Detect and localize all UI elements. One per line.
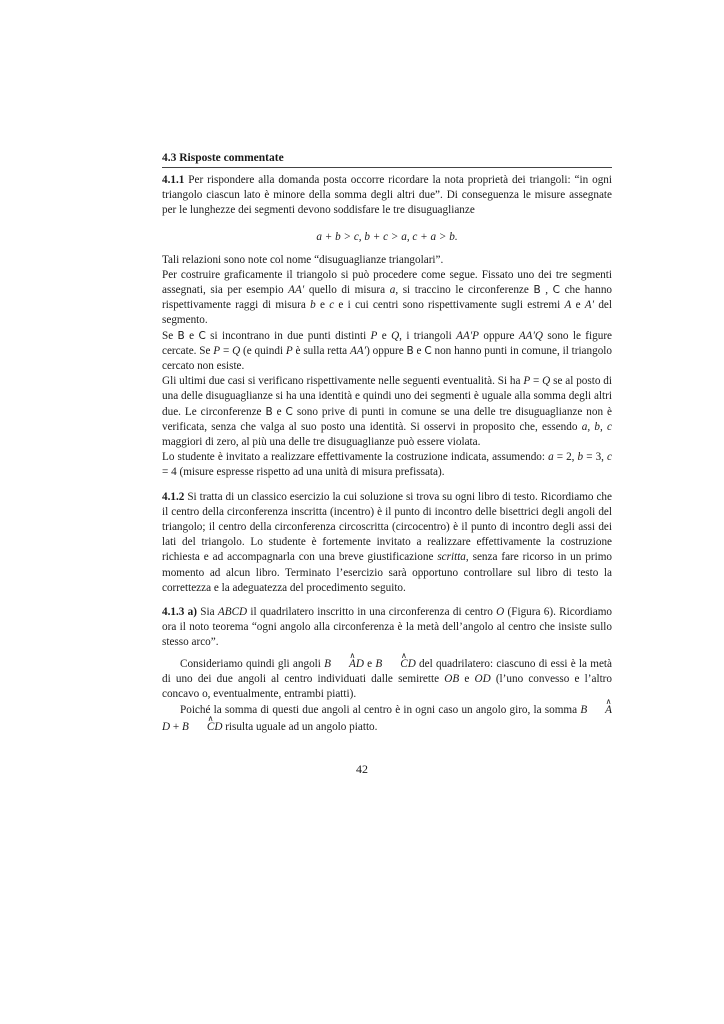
page-content [162, 152, 612, 736]
paragraph-4-1-3-p2: Consideriamo quindi gli angoli B∧ AD e B∧ CD del quadrilatero: ciascuno di essi è la metà di uno dei due angoli al centro individuati dalle semirette OB e OD (l’uno convesso e l’altro concavo o, eventualmente, entrambi piatti). [162, 657, 612, 703]
paragraph-4-1-1-p4: Gli ultimi due casi si verificano rispettivamente nelle seguenti eventualità. Si ha P = Q se al posto di una delle disuguaglianze si ha una identità e quindi uno dei segmenti è uguale alla somma degli altri due. Le circonferenze B e C sono prive di punti in comune se una delle tre disuguaglianze non è verificata, senza che valga al suo posto una identità. Si osservi in proposito che, essendo a, b, c maggiori di zero, al più una delle tre disuguaglianze può essere violata. [162, 375, 613, 449]
section-title: 4.3 Risposte commentate [162, 152, 612, 168]
page-number: 42 [356, 762, 368, 776]
paragraph-4-1-1-p3: Se B e C si incontrano in due punti distinti P e Q, i triangoli AA′P oppure AA′Q sono le figure cercate. Se P = Q (e quindi P è sulla retta AA′) oppure B e C non hanno punti in comune, il triangolo cercato non esiste. [162, 329, 613, 373]
triangle-inequalities: a + b > c, b + c > a, c + a > b. [316, 230, 458, 243]
section-number-4-1-3: 4.1.3 a) [162, 606, 197, 619]
paragraph-4-1-1-p2: Per costruire graficamente il triangolo si può procedere come segue. Fissato uno dei tre segmenti assegnati, sia per esempio AA′ quello di misura a, si traccino le circonferenze B , C che hanno rispettivamente raggi di misura b e c e i cui centri sono rispettivamente sugli estremi A e A′ del segmento. [162, 268, 613, 327]
paragraph-4-1-3-p3: Poiché la somma di questi due angoli al centro è in ogni caso un angolo giro, la somma B∧ AD + B∧ CD risulta uguale ad un angolo piatto. [162, 702, 612, 736]
paragraph-4-1-1-p5: Lo studente è invitato a realizzare effettivamente la costruzione indicata, assumendo: a = 2, b = 3, c = 4 (misure espresse rispetto ad una unità di misura prefissata). [162, 451, 612, 479]
paragraph-4-1-1-p1: Tali relazioni sono note col nome “disuguaglianze triangolari”. [162, 253, 444, 266]
section-number-4-1-2: 4.1.2 [162, 490, 185, 503]
section-number-4-1-1: 4.1.1 [162, 174, 185, 186]
paragraph-4-1-2: 4.1.2 Si tratta di un classico esercizio la cui soluzione si trova su ogni libro di testo. Ricordiamo che il centro della circonferenza inscritta (incentro) è il punto di incontro delle bisettrici degli angoli del triangolo; il centro della circonferenza circoscritta (circocentro) è il punto di incontro degli assi dei lati del triangolo. Lo studente è fortemente invitato a realizzare effettivamente la costruzione richiesta e ad accompagnarla con una breve giustificazione scritta, senza fare ricorso in un primo momento ad alcun libro. Terminato l’esercizio sarà opportuno controllare sul libro di testo la correttezza e la adeguatezza del procedimento seguito. [162, 490, 612, 594]
paragraph-4-1-3-p1: 4.1.3 a) Sia ABCD il quadrilatero inscritto in una circonferenza di centro O (Figura 6). Ricordiamo ora il noto teorema “ogni angolo alla circonferenza è la metà dell’angolo al centro che insiste sullo stesso arco”. [162, 606, 612, 649]
paragraph-4-1-1-intro: 4.1.1 Per rispondere alla domanda posta occorre ricordare la nota proprietà dei triangoli: “in ogni triangolo ciascun lato è minore della somma degli altri due”. Di conseguenza le misure assegnate per le lunghezze dei segmenti devono soddisfare le tre disuguaglianze [162, 174, 612, 217]
